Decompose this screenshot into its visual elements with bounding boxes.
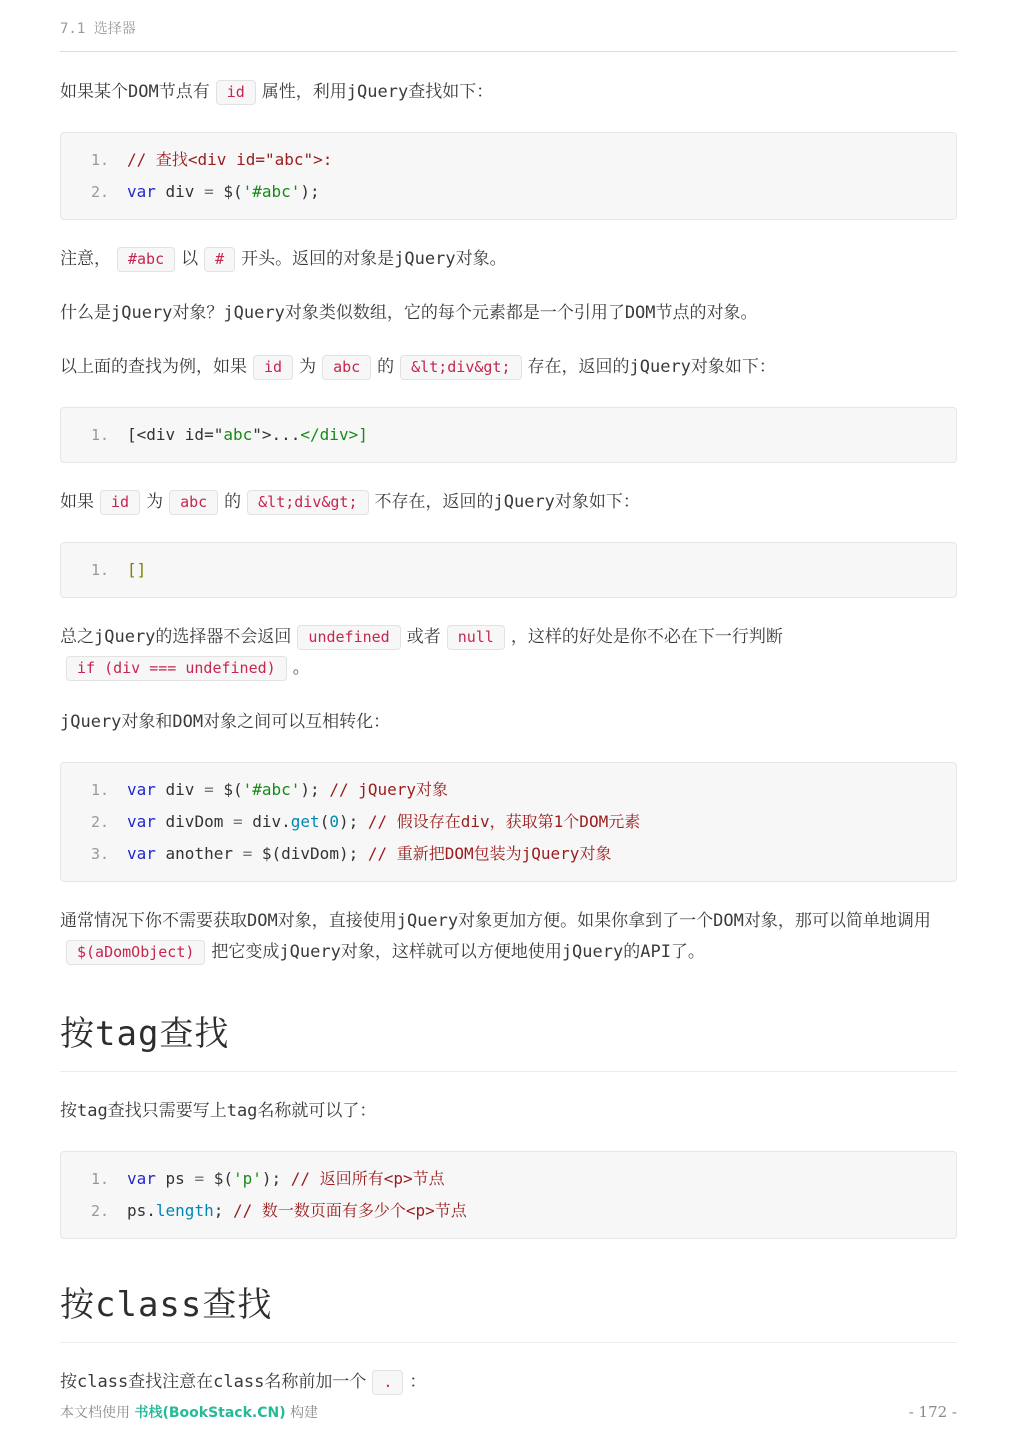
- footer-build-note: [60, 1402, 318, 1422]
- code-token: []: [127, 560, 147, 579]
- code-line: [77, 554, 940, 586]
- code-token: =: [194, 1169, 205, 1188]
- code-token: ps: [155, 1169, 195, 1188]
- code-token: $(divDom);: [252, 844, 368, 863]
- paragraph: [60, 77, 957, 108]
- code-lines: [77, 774, 940, 870]
- text-run: 按class查找注意在class名称前加一个: [60, 1372, 367, 1392]
- code-token: div: [155, 780, 205, 799]
- text-run: 注意，: [60, 249, 111, 269]
- code-token: =: [204, 182, 214, 201]
- code-token: var: [127, 812, 156, 831]
- text-run: 开头。返回的对象是jQuery对象。: [241, 249, 507, 269]
- inline-code: &lt;div&gt;: [247, 490, 368, 515]
- text-run: 。: [292, 658, 310, 678]
- code-line: [77, 419, 940, 451]
- code-token: // 假设存在div，获取第1个DOM元素: [367, 812, 641, 831]
- paragraph: [60, 244, 957, 275]
- bookstack-link[interactable]: 书栈(BookStack.CN): [134, 1405, 286, 1421]
- code-token: divDom: [155, 812, 233, 831]
- text-run: 属性，利用jQuery查找如下：: [261, 82, 494, 102]
- code-line: [77, 774, 940, 806]
- code-token: // 数一数页面有多少个<p>节点: [232, 1201, 467, 1220]
- line-number: 2.: [90, 183, 109, 201]
- code-token: var: [127, 780, 156, 799]
- code-token: $(: [213, 780, 243, 799]
- line-number: 2.: [90, 813, 109, 831]
- code-lines: [77, 554, 940, 586]
- line-number: 1.: [90, 1170, 109, 1188]
- code-token: (: [319, 812, 330, 831]
- text-run: 把它变成jQuery对象，这样就可以方便地使用jQuery的API了。: [211, 942, 705, 962]
- text-run: 什么是jQuery对象？jQuery对象类似数组，它的每个元素都是一个引用了DOM节点的对象。: [60, 303, 758, 323]
- code-line: [77, 806, 940, 838]
- code-token: abc: [223, 425, 253, 444]
- inline-code: #: [204, 247, 235, 272]
- code-block: [60, 1151, 957, 1239]
- code-line: [77, 1195, 940, 1227]
- text-run: 如果某个DOM节点有: [60, 82, 210, 102]
- inline-code: undefined: [297, 625, 400, 650]
- text-run: 的: [377, 357, 395, 377]
- code-token: );: [300, 780, 330, 799]
- section-heading: 按tag查找: [60, 1006, 957, 1072]
- code-token: $(: [213, 182, 243, 201]
- code-lines: [77, 419, 940, 451]
- code-token: $(: [204, 1169, 233, 1188]
- paragraph: [60, 1096, 957, 1127]
- code-line: [77, 176, 940, 208]
- code-token: 0: [329, 812, 339, 831]
- line-number: 1.: [90, 426, 109, 444]
- code-block: [60, 407, 957, 463]
- line-number: 1.: [90, 151, 109, 169]
- code-token: [<div id=": [127, 425, 224, 444]
- paragraph: [60, 707, 957, 738]
- breadcrumb: 7.1 选择器: [60, 21, 136, 37]
- inline-code: $(aDomObject): [66, 940, 205, 965]
- code-token: ">...: [252, 425, 301, 444]
- text-run: 为: [299, 357, 317, 377]
- code-token: div.: [242, 812, 291, 831]
- code-token: get: [290, 812, 320, 831]
- code-token: '#abc': [242, 780, 301, 799]
- code-token: '#abc': [242, 182, 301, 201]
- footer-text-prefix: 本文档使用: [60, 1405, 130, 1421]
- code-block: [60, 762, 957, 882]
- code-token: );: [261, 1169, 291, 1188]
- code-token: another: [155, 844, 243, 863]
- text-run: 的: [224, 492, 242, 512]
- text-run: 为: [146, 492, 164, 512]
- inline-code: null: [447, 625, 505, 650]
- code-token: // 重新把DOM包装为jQuery对象: [367, 844, 612, 863]
- text-run: 以: [181, 249, 199, 269]
- code-block: [60, 132, 957, 220]
- inline-code: id: [100, 490, 140, 515]
- paragraph: [60, 352, 957, 383]
- inline-code: #abc: [117, 247, 175, 272]
- code-token: 'p': [232, 1169, 262, 1188]
- inline-code: id: [216, 80, 256, 105]
- code-token: // 返回所有<p>节点: [290, 1169, 445, 1188]
- text-run: ，这样的好处是你不必在下一行判断: [510, 627, 783, 647]
- text-run: 按tag查找只需要写上tag名称就可以了：: [60, 1101, 377, 1121]
- code-token: </div>]: [300, 425, 368, 444]
- footer-text-suffix: 构建: [290, 1405, 319, 1421]
- text-run: 存在，返回的jQuery对象如下：: [527, 357, 776, 377]
- inline-code: abc: [322, 355, 371, 380]
- text-run: 不存在，返回的jQuery对象如下：: [374, 492, 640, 512]
- text-run: jQuery对象和DOM对象之间可以互相转化：: [60, 712, 391, 732]
- text-run: 以上面的查找为例，如果: [60, 357, 247, 377]
- page-footer: [60, 1402, 957, 1422]
- line-number: 1.: [90, 561, 109, 579]
- paragraph: [60, 906, 957, 968]
- line-number: 2.: [90, 1202, 109, 1220]
- code-token: );: [300, 182, 320, 201]
- inline-code: id: [253, 355, 293, 380]
- paragraph: [60, 298, 957, 329]
- code-lines: [77, 144, 940, 208]
- code-block: [60, 542, 957, 598]
- paragraph: [60, 622, 957, 684]
- code-line: [77, 144, 940, 176]
- inline-code: &lt;div&gt;: [400, 355, 521, 380]
- code-line: [77, 838, 940, 870]
- text-run: 通常情况下你不需要获取DOM对象，直接使用jQuery对象更加方便。如果你拿到了一个DOM对象，那可以简单地调用: [60, 911, 931, 931]
- text-run: 总之jQuery的选择器不会返回: [60, 627, 292, 647]
- code-token: =: [232, 812, 243, 831]
- page-header: [0, 0, 1019, 52]
- code-token: var: [127, 844, 156, 863]
- code-token: length: [155, 1201, 214, 1220]
- code-token: =: [204, 780, 214, 799]
- code-token: ;: [213, 1201, 233, 1220]
- paragraph: [60, 1367, 957, 1398]
- code-token: // jQuery对象: [329, 780, 449, 799]
- code-token: var: [127, 1169, 156, 1188]
- code-token: div: [155, 182, 205, 201]
- code-token: );: [338, 812, 368, 831]
- page-number: - 172 -: [908, 1403, 957, 1421]
- section-heading: 按class查找: [60, 1277, 957, 1343]
- text-run: ：: [409, 1372, 427, 1392]
- inline-code: abc: [169, 490, 218, 515]
- paragraph: [60, 487, 957, 518]
- code-token: var: [127, 182, 156, 201]
- line-number: 3.: [90, 845, 109, 863]
- content: [0, 52, 1019, 1398]
- code-token: // 查找<div id="abc">:: [127, 150, 333, 169]
- inline-code: .: [372, 1370, 403, 1395]
- text-run: 或者: [406, 627, 441, 647]
- line-number: 1.: [90, 781, 109, 799]
- code-line: [77, 1163, 940, 1195]
- code-token: =: [242, 844, 253, 863]
- code-lines: [77, 1163, 940, 1227]
- inline-code: if (div === undefined): [66, 656, 287, 681]
- text-run: 如果: [60, 492, 94, 512]
- code-token: ps.: [127, 1201, 156, 1220]
